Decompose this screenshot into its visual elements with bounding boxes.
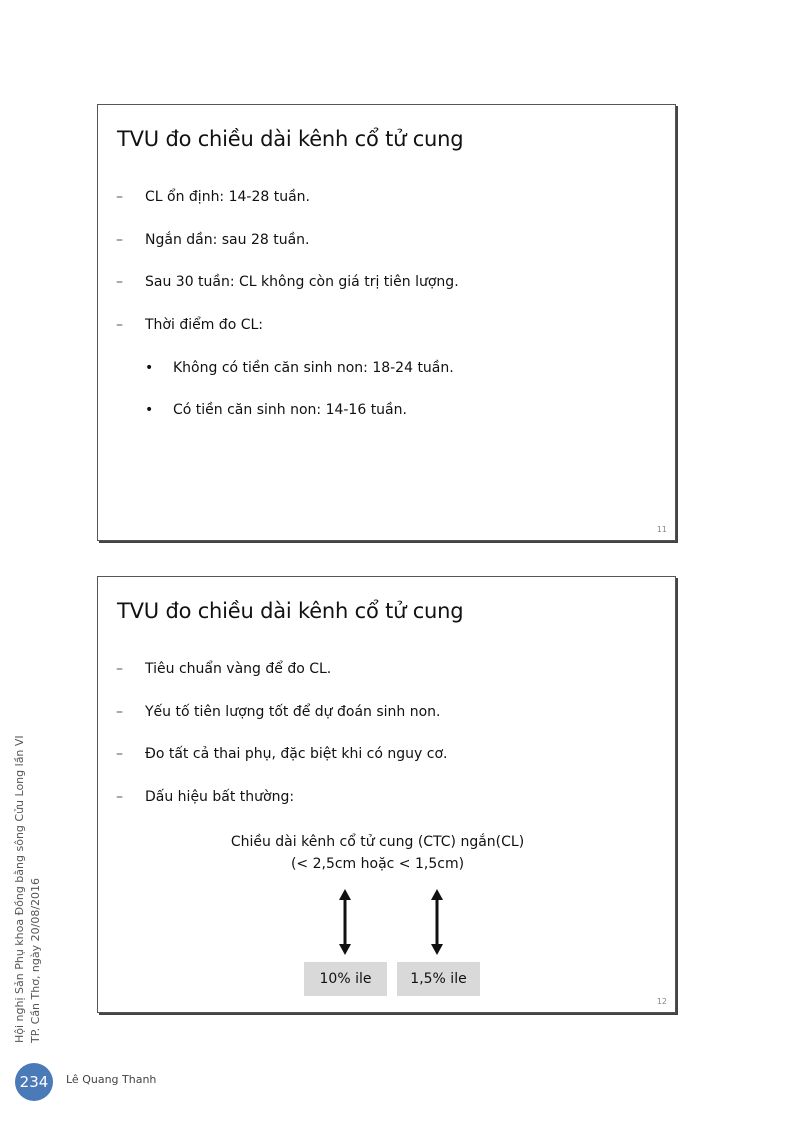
item-text: CL ổn định: 14-28 tuần. bbox=[145, 189, 310, 205]
conference-caption bbox=[12, 735, 44, 1043]
diagram-title-line2: (< 2,5cm hoặc < 1,5cm) bbox=[290, 856, 465, 872]
list-item bbox=[116, 232, 310, 248]
list-item bbox=[116, 317, 263, 333]
dash-marker: – bbox=[116, 189, 123, 205]
slide-12 bbox=[97, 576, 676, 1013]
dash-marker: – bbox=[116, 317, 123, 333]
page-number-badge: 234 bbox=[15, 1063, 53, 1101]
item-text: Sau 30 tuần: CL không còn giá trị tiên lượng. bbox=[145, 274, 459, 290]
slide-number: 11 bbox=[656, 525, 667, 534]
double-arrow-icon bbox=[431, 889, 443, 955]
list-item bbox=[116, 704, 441, 720]
sub-list-item bbox=[145, 402, 407, 418]
dash-marker: – bbox=[116, 789, 123, 805]
dash-marker: – bbox=[116, 661, 123, 677]
item-text: Yếu tố tiên lượng tốt để dự đoán sinh non. bbox=[145, 704, 441, 720]
bullet-marker: • bbox=[145, 402, 154, 418]
sub-list-item bbox=[145, 360, 454, 376]
dash-marker: – bbox=[116, 746, 123, 762]
list-item bbox=[116, 746, 447, 762]
slide-title: TVU đo chiều dài kênh cổ tử cung bbox=[117, 127, 464, 151]
bullet-marker: • bbox=[145, 360, 154, 376]
slide-title: TVU đo chiều dài kênh cổ tử cung bbox=[117, 599, 464, 623]
dash-marker: – bbox=[116, 232, 123, 248]
item-text: Thời điểm đo CL: bbox=[145, 317, 264, 333]
author-name: Lê Quang Thanh bbox=[66, 1073, 157, 1086]
item-text: Không có tiền căn sinh non: 18-24 tuần. bbox=[173, 360, 454, 376]
conference-line-1: Hội nghị Sản Phụ khoa Đồng bằng sông Cửu Long lần VI bbox=[13, 735, 26, 1043]
dash-marker: – bbox=[116, 704, 123, 720]
dash-marker: – bbox=[116, 274, 123, 290]
percentile-box-10: 10% ile bbox=[304, 962, 387, 996]
slide-number: 12 bbox=[656, 997, 667, 1006]
list-item bbox=[116, 274, 459, 290]
double-arrow-icon bbox=[339, 889, 351, 955]
diagram-title-line1: Chiều dài kênh cổ tử cung (CTC) ngắn(CL) bbox=[230, 834, 525, 850]
list-item bbox=[116, 789, 294, 805]
item-text: Tiêu chuẩn vàng để đo CL. bbox=[145, 661, 332, 677]
percentile-box-1-5: 1,5% ile bbox=[397, 962, 480, 996]
slide-11 bbox=[97, 104, 676, 541]
item-text: Ngắn dần: sau 28 tuần. bbox=[145, 232, 310, 248]
list-item bbox=[116, 661, 331, 677]
list-item bbox=[116, 189, 310, 205]
item-text: Đo tất cả thai phụ, đặc biệt khi có nguy cơ. bbox=[145, 746, 448, 762]
item-text: Dấu hiệu bất thường: bbox=[145, 789, 295, 805]
item-text: Có tiền căn sinh non: 14-16 tuần. bbox=[173, 402, 407, 418]
conference-line-2: TP. Cần Thơ, ngày 20/08/2016 bbox=[29, 877, 42, 1043]
